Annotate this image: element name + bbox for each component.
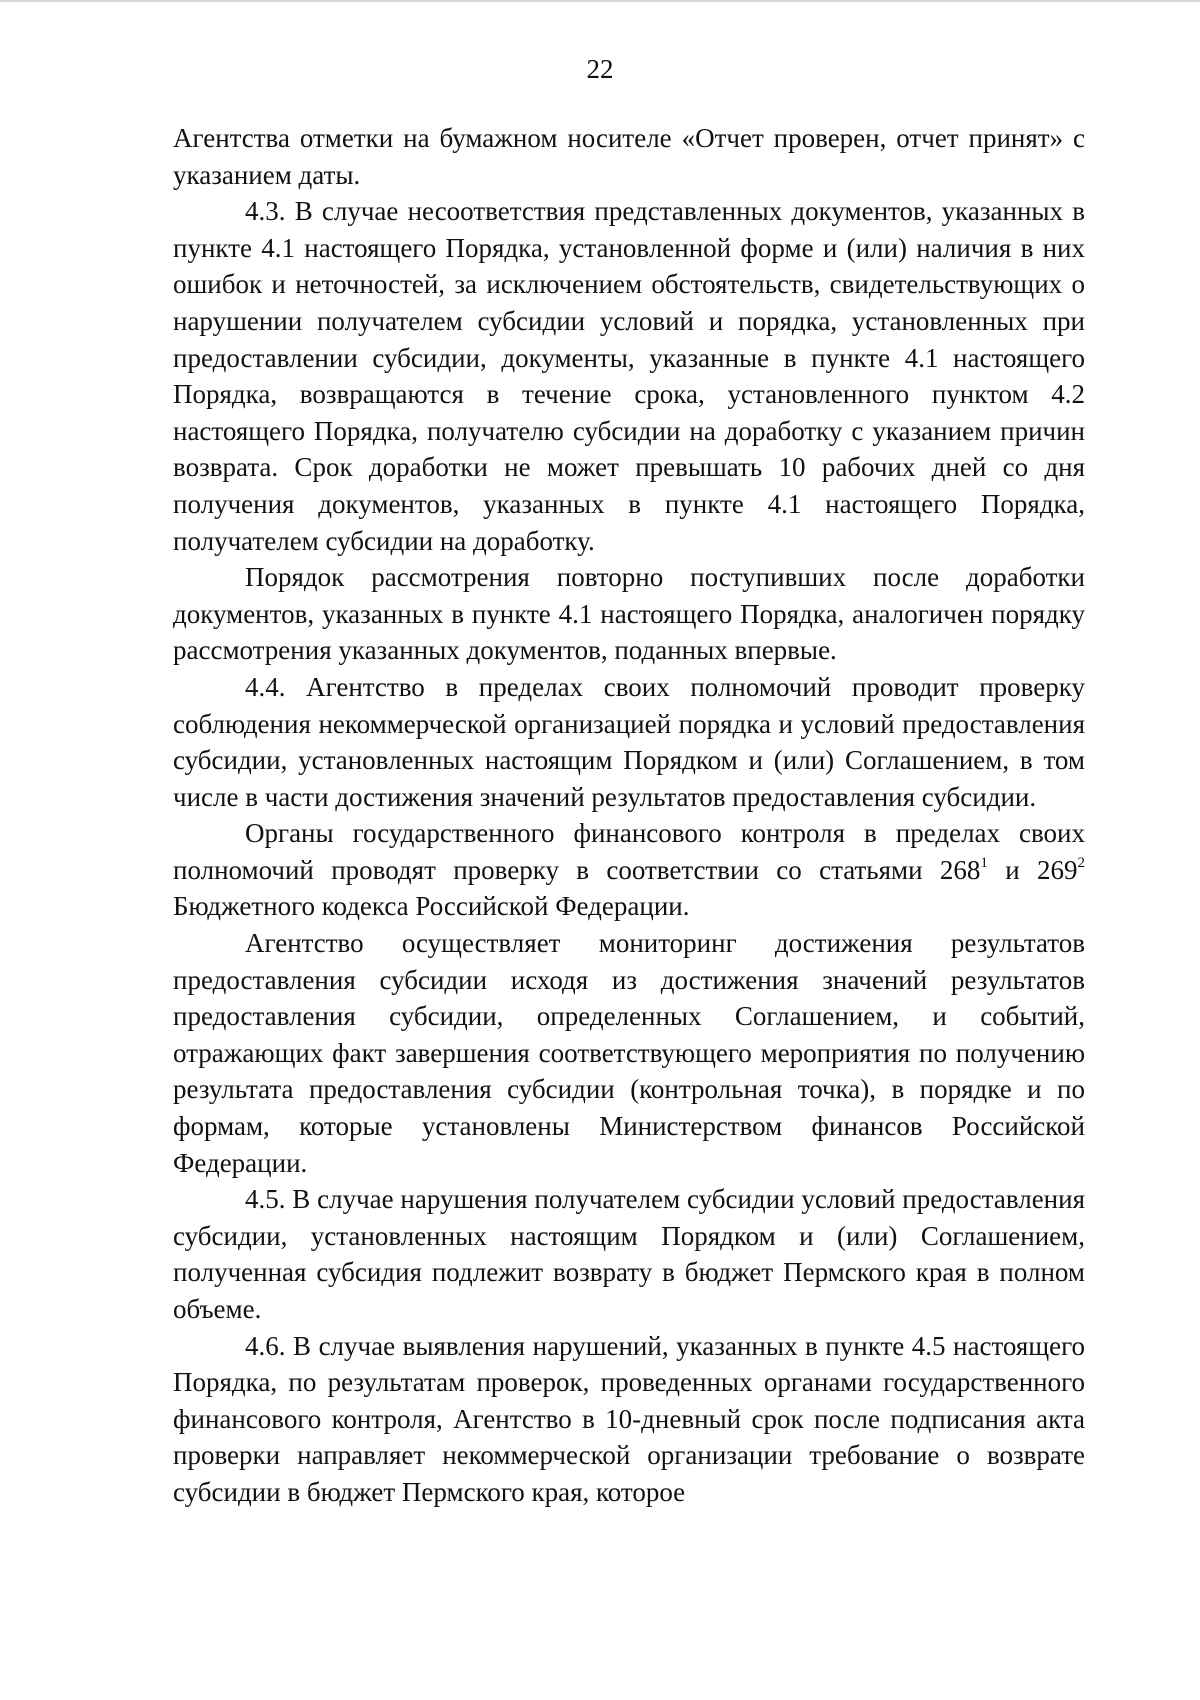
paragraph-4-5: 4.5. В случае нарушения получателем субсидии условий предоставления субсидии, установленных настоящим Порядком и (или) Соглашением, полученная субсидия подлежит возврату в бюджет Пермского края в полном объеме. <box>173 1184 1085 1324</box>
paragraph-resubmission-procedure: Порядок рассмотрения повторно поступивших после доработки документов, указанных в пункте 4.1 настоящего Порядка, аналогичен порядку рассмотрения указанных документов, поданных впервые. <box>173 562 1085 666</box>
footnote-superscript-1: 1 <box>980 854 988 871</box>
paragraph-4-3: 4.3. В случае несоответствия представленных документов, указанных в пункте 4.1 настоящего Порядка, установленной форме и (или) наличия в них ошибок и неточностей, за исключением обстоятельств, свидетельствующих о нарушении получателем субсидии условий и порядка, установленных при предоставлении субсидии, документы, указанные в пункте 4.1 настоящего Порядка, возвращаются в течение срока, установленного пунктом 4.2 настоящего Порядка, получателю субсидии на доработку с указанием причин возврата. Срок доработки не может превышать 10 рабочих дней со дня получения документов, указанных в пункте 4.1 настоящего Порядка, получателем субсидии на доработку. <box>173 196 1085 556</box>
paragraph-continuation: Агентства отметки на бумажном носителе «Отчет проверен, отчет принят» с указанием даты. <box>173 123 1085 190</box>
paragraph-financial-control <box>173 815 1085 925</box>
footnote-superscript-2: 2 <box>1077 854 1085 871</box>
paragraph-financial-control-text-after: Бюджетного кодекса Российской Федерации. <box>173 891 690 922</box>
paragraph-monitoring: Агентство осуществляет мониторинг достижения результатов предоставления субсидии исходя из достижения значений результатов предоставления субсидии, определенных Соглашением, и событий, отражающих факт завершения соответствующего мероприятия по получению результата предоставления субсидии (контрольная точка), в порядке и по формам, которые установлены Министерством финансов Российской Федерации. <box>173 928 1085 1178</box>
paragraph-4-4: 4.4. Агентство в пределах своих полномочий проводит проверку соблюдения некоммерческой организацией порядка и условий предоставления субсидии, установленных настоящим Порядком и (или) Соглашением, в том числе в части достижения значений результатов предоставления субсидии. <box>173 671 1085 812</box>
page-number: 22 <box>586 54 614 84</box>
paragraph-financial-control-text-before: Органы государственного финансового контроля в пределах своих полномочий проводят проверку в соответствии со статьями 268 <box>173 818 1085 885</box>
paragraph-financial-control-text-middle: и 269 <box>987 854 1078 885</box>
document-body <box>173 120 1085 1511</box>
paragraph-4-6: 4.6. В случае выявления нарушений, указанных в пункте 4.5 настоящего Порядка, по результатам проверок, проведенных органами государственного финансового контроля, Агентство в 10-дневный срок после подписания акта проверки направляет некоммерческой организации требование о возврате субсидии в бюджет Пермского края, которое <box>173 1330 1085 1507</box>
